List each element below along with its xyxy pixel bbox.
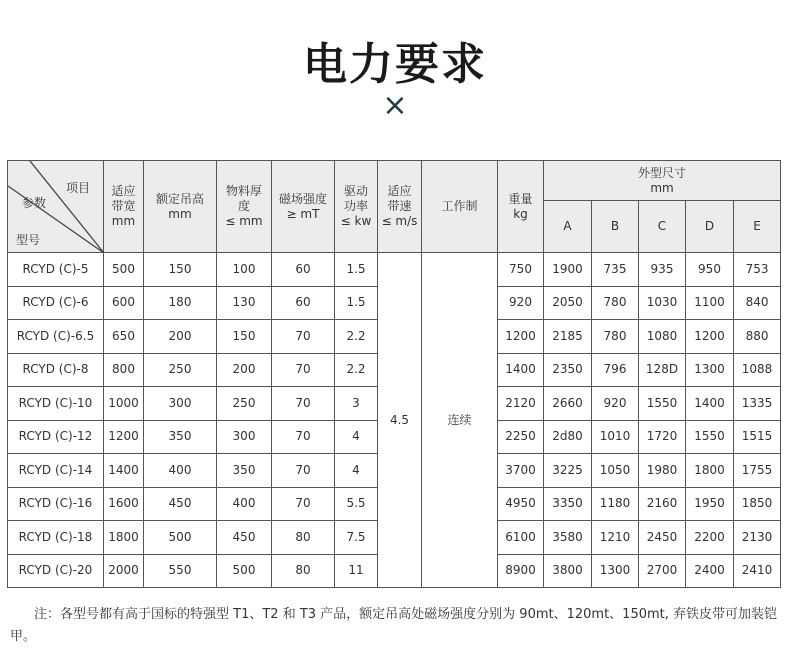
table-cell: 3350 [544,487,592,521]
table-cell: 1030 [639,286,686,320]
table-cell: 200 [144,320,217,354]
table-cell: 400 [217,487,272,521]
table-cell: 2250 [498,420,544,454]
table-cell: 800 [104,353,144,387]
table-cell: 1550 [686,420,734,454]
table-cell: 350 [217,454,272,488]
header-belt-speed: 适应 带速 ≤ m/s [378,161,422,253]
header-lift-height: 额定吊高 mm [144,161,217,253]
table-cell: 880 [734,320,781,354]
table-cell: 500 [104,253,144,287]
table-cell: 1080 [639,320,686,354]
table-cell: 300 [217,420,272,454]
table-cell: 2130 [734,521,781,555]
table-cell: 180 [144,286,217,320]
table-cell: 2120 [498,387,544,421]
table-cell: 1088 [734,353,781,387]
table-cell: 1.5 [335,253,378,287]
table-cell: 4 [335,420,378,454]
header-belt-width: 适应 带宽 mm [104,161,144,253]
header-param: 参数 [22,196,47,210]
table-cell: 935 [639,253,686,287]
table-cell: 1050 [592,454,639,488]
table-cell: 1200 [104,420,144,454]
table-cell: 920 [498,286,544,320]
table-cell: 1200 [686,320,734,354]
table-cell: 920 [592,387,639,421]
table-cell: 550 [144,554,217,588]
spec-table [7,160,781,588]
table-cell: 2160 [639,487,686,521]
table-cell: 70 [272,353,335,387]
table-cell: 1900 [544,253,592,287]
header-dim-d: D [686,201,734,253]
table-cell: 1550 [639,387,686,421]
table-cell: 5.5 [335,487,378,521]
close-icon: × [382,88,408,123]
table-cell: 2.2 [335,320,378,354]
table-cell: 80 [272,521,335,555]
table-cell: 1755 [734,454,781,488]
table-cell: 2350 [544,353,592,387]
table-cell: 1100 [686,286,734,320]
header-dim-c: C [639,201,686,253]
table-cell: RCYD (C)-8 [8,353,104,387]
table-cell: 150 [217,320,272,354]
table-cell: 600 [104,286,144,320]
header-field-strength: 磁场强度 ≥ mT [272,161,335,253]
table-cell: 2185 [544,320,592,354]
table-row [8,253,781,287]
table-cell: 500 [144,521,217,555]
table-cell: 2050 [544,286,592,320]
table-cell: 80 [272,554,335,588]
table-cell: 70 [272,487,335,521]
table-cell: 3580 [544,521,592,555]
table-cell: 1850 [734,487,781,521]
footnote: 注：各型号都有高于国标的特强型 T1、T2 和 T3 产品，额定吊高处磁场强度分别为 90mt、120mt、150mt, 弃铁皮带可加装铠甲。 [10,607,778,644]
table-cell: 2660 [544,387,592,421]
table-cell: 70 [272,420,335,454]
table-cell: 1950 [686,487,734,521]
table-cell: 780 [592,286,639,320]
table-cell: 1180 [592,487,639,521]
header-duty: 工作制 [422,161,498,253]
table-cell: 796 [592,353,639,387]
table-cell: RCYD (C)-6 [8,286,104,320]
table-cell: 400 [144,454,217,488]
table-cell: 450 [217,521,272,555]
table-cell: 2d80 [544,420,592,454]
table-cell: 1300 [686,353,734,387]
table-cell: 7.5 [335,521,378,555]
table-cell: 780 [592,320,639,354]
table-cell: 250 [217,387,272,421]
table-cell: 1515 [734,420,781,454]
table-cell: 60 [272,253,335,287]
diagonal-header-cell [8,161,104,253]
table-cell: 100 [217,253,272,287]
table-cell: 4950 [498,487,544,521]
table-cell: 1335 [734,387,781,421]
table-cell: 2450 [639,521,686,555]
table-cell: 1400 [686,387,734,421]
table-cell: RCYD (C)-5 [8,253,104,287]
table-cell: 650 [104,320,144,354]
header-dimensions: 外型尺寸 mm [544,161,781,201]
table-cell: RCYD (C)-12 [8,420,104,454]
table-cell: 1200 [498,320,544,354]
header-model: 型号 [16,233,41,247]
table-cell: 128D [639,353,686,387]
duty-cell: 连续 [422,253,498,588]
table-cell: 250 [144,353,217,387]
table-cell: 200 [217,353,272,387]
header-material-thickness: 物料厚 度 ≤ mm [217,161,272,253]
table-cell: 8900 [498,554,544,588]
table-cell: 500 [217,554,272,588]
table-cell: 2700 [639,554,686,588]
table-cell: 150 [144,253,217,287]
table-cell: 2.2 [335,353,378,387]
table-cell: 130 [217,286,272,320]
table-cell: 2200 [686,521,734,555]
table-cell: 1400 [498,353,544,387]
table-cell: 300 [144,387,217,421]
header-drive-power: 驱动 功率 ≤ kw [335,161,378,253]
table-cell: 2410 [734,554,781,588]
table-cell: 70 [272,454,335,488]
page-title: 电力要求 [303,39,487,90]
table-cell: 1800 [686,454,734,488]
table-cell: 3700 [498,454,544,488]
table-cell: 1.5 [335,286,378,320]
belt-speed-cell: 4.5 [378,253,422,588]
table-cell: 450 [144,487,217,521]
table-cell: 60 [272,286,335,320]
header-item: 项目 [66,181,91,195]
table-cell: 1980 [639,454,686,488]
table-cell: RCYD (C)-16 [8,487,104,521]
table-cell: 1000 [104,387,144,421]
table-cell: 840 [734,286,781,320]
table-cell: 1300 [592,554,639,588]
table-cell: 753 [734,253,781,287]
table-cell: 3 [335,387,378,421]
table-cell: 750 [498,253,544,287]
table-cell: 6100 [498,521,544,555]
table-cell: 1210 [592,521,639,555]
table-cell: 950 [686,253,734,287]
table-cell: RCYD (C)-18 [8,521,104,555]
table-cell: 350 [144,420,217,454]
table-cell: 4 [335,454,378,488]
table-cell: 11 [335,554,378,588]
table-cell: 70 [272,320,335,354]
table-cell: 2000 [104,554,144,588]
table-cell: 3800 [544,554,592,588]
table-cell: 1720 [639,420,686,454]
table-cell: 735 [592,253,639,287]
header-dim-b: B [592,201,639,253]
table-cell: 70 [272,387,335,421]
table-cell: 1800 [104,521,144,555]
table-cell: RCYD (C)-14 [8,454,104,488]
table-cell: RCYD (C)-20 [8,554,104,588]
header-dim-a: A [544,201,592,253]
table-cell: 1010 [592,420,639,454]
table-cell: RCYD (C)-10 [8,387,104,421]
table-cell: 3225 [544,454,592,488]
header-dim-e: E [734,201,781,253]
table-cell: 2400 [686,554,734,588]
table-cell: 1600 [104,487,144,521]
table-cell: 1400 [104,454,144,488]
header-weight: 重量 kg [498,161,544,253]
table-cell: RCYD (C)-6.5 [8,320,104,354]
